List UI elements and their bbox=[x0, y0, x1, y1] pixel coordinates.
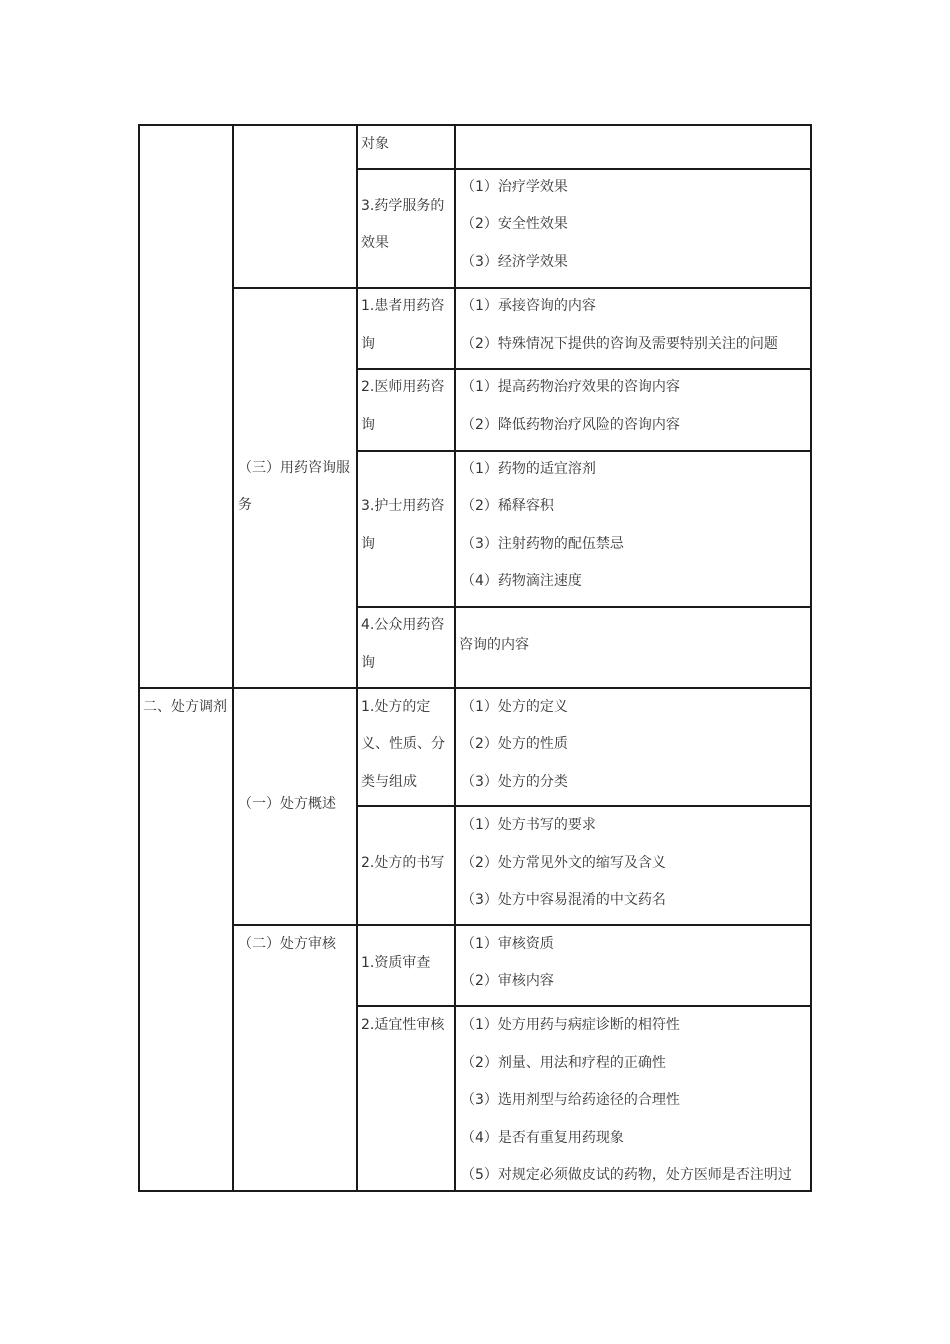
row-line bbox=[358, 168, 810, 170]
sub-item-patient-line1: 1.患者用药咨 bbox=[361, 298, 445, 314]
group-consult-line2: 务 bbox=[238, 497, 252, 513]
sub-item-nurse-line2: 询 bbox=[361, 536, 375, 552]
sub-item-public-line1: 4.公众用药咨 bbox=[361, 617, 445, 633]
detail-item: （1）治疗学效果 bbox=[461, 179, 568, 195]
row-line bbox=[140, 687, 810, 689]
detail-item: （1）承接咨询的内容 bbox=[461, 298, 596, 314]
detail-item: （5）对规定必须做皮试的药物，处方医师是否注明过 bbox=[461, 1167, 792, 1183]
detail-item: （3）经济学效果 bbox=[461, 254, 568, 270]
detail-item: （2）特殊情况下提供的咨询及需要特别关注的问题 bbox=[461, 336, 778, 352]
sub-item-effect-line1: 3.药学服务的 bbox=[361, 198, 445, 214]
detail-item: （3）处方中容易混淆的中文药名 bbox=[461, 892, 666, 908]
detail-item: （1）处方用药与病症诊断的相符性 bbox=[461, 1017, 680, 1033]
col-divider-3 bbox=[454, 124, 456, 1190]
sub-item-appropriateness: 2.适宜性审核 bbox=[361, 1017, 445, 1033]
row-line bbox=[358, 368, 810, 370]
detail-item: 咨询的内容 bbox=[459, 637, 529, 653]
detail-item: （1）处方书写的要求 bbox=[461, 817, 596, 833]
row-line bbox=[234, 287, 810, 289]
sub-item-public-line2: 询 bbox=[361, 655, 375, 671]
detail-item: （4）是否有重复用药现象 bbox=[461, 1130, 624, 1146]
col-divider-1 bbox=[232, 124, 234, 1190]
detail-item: （2）稀释容积 bbox=[461, 498, 554, 514]
detail-item: （2）安全性效果 bbox=[461, 216, 568, 232]
sub-item-writing: 2.处方的书写 bbox=[361, 855, 445, 871]
border-top bbox=[138, 124, 812, 126]
border-right bbox=[810, 124, 812, 1192]
detail-item: （3）选用剂型与给药途径的合理性 bbox=[461, 1092, 680, 1108]
row-line bbox=[234, 924, 810, 926]
row-line bbox=[358, 450, 810, 452]
row-line bbox=[358, 1005, 810, 1007]
sub-item-nurse-line1: 3.护士用药咨 bbox=[361, 498, 445, 514]
group-consult-line1: （三）用药咨询服 bbox=[238, 460, 350, 476]
detail-item: （2）剂量、用法和疗程的正确性 bbox=[461, 1055, 666, 1071]
sub-item-patient-line2: 询 bbox=[361, 336, 375, 352]
detail-item: （3）处方的分类 bbox=[461, 774, 568, 790]
sub-item-effect-line2: 效果 bbox=[361, 235, 389, 251]
sub-item-qualification: 1.资质审查 bbox=[361, 955, 431, 971]
sub-item-doctor-line2: 询 bbox=[361, 417, 375, 433]
detail-item: （4）药物滴注速度 bbox=[461, 573, 582, 589]
detail-item: （1）药物的适宜溶剂 bbox=[461, 461, 596, 477]
detail-item: （2）处方常见外文的缩写及含义 bbox=[461, 855, 666, 871]
detail-item: （3）注射药物的配伍禁忌 bbox=[461, 536, 624, 552]
col-divider-2 bbox=[356, 124, 358, 1190]
detail-item: （1）审核资质 bbox=[461, 936, 554, 952]
detail-item: （2）审核内容 bbox=[461, 973, 554, 989]
border-left bbox=[138, 124, 140, 1192]
sub-item-doctor-line1: 2.医师用药咨 bbox=[361, 379, 445, 395]
row-line bbox=[358, 606, 810, 608]
section-prescription: 二、处方调剂 bbox=[143, 699, 227, 715]
border-bottom bbox=[138, 1190, 812, 1192]
group-overview: （一）处方概述 bbox=[238, 796, 336, 812]
row-line bbox=[358, 805, 810, 807]
sub-item-definition-line3: 类与组成 bbox=[361, 774, 417, 790]
detail-item: （1）提高药物治疗效果的咨询内容 bbox=[461, 379, 680, 395]
detail-item: （2）处方的性质 bbox=[461, 736, 568, 752]
detail-item: （2）降低药物治疗风险的咨询内容 bbox=[461, 417, 680, 433]
sub-item-definition-line1: 1.处方的定 bbox=[361, 699, 431, 715]
group-review: （二）处方审核 bbox=[238, 936, 336, 952]
detail-item: （1）处方的定义 bbox=[461, 699, 568, 715]
sub-item-target: 对象 bbox=[361, 136, 389, 152]
sub-item-definition-line2: 义、性质、分 bbox=[361, 736, 445, 752]
